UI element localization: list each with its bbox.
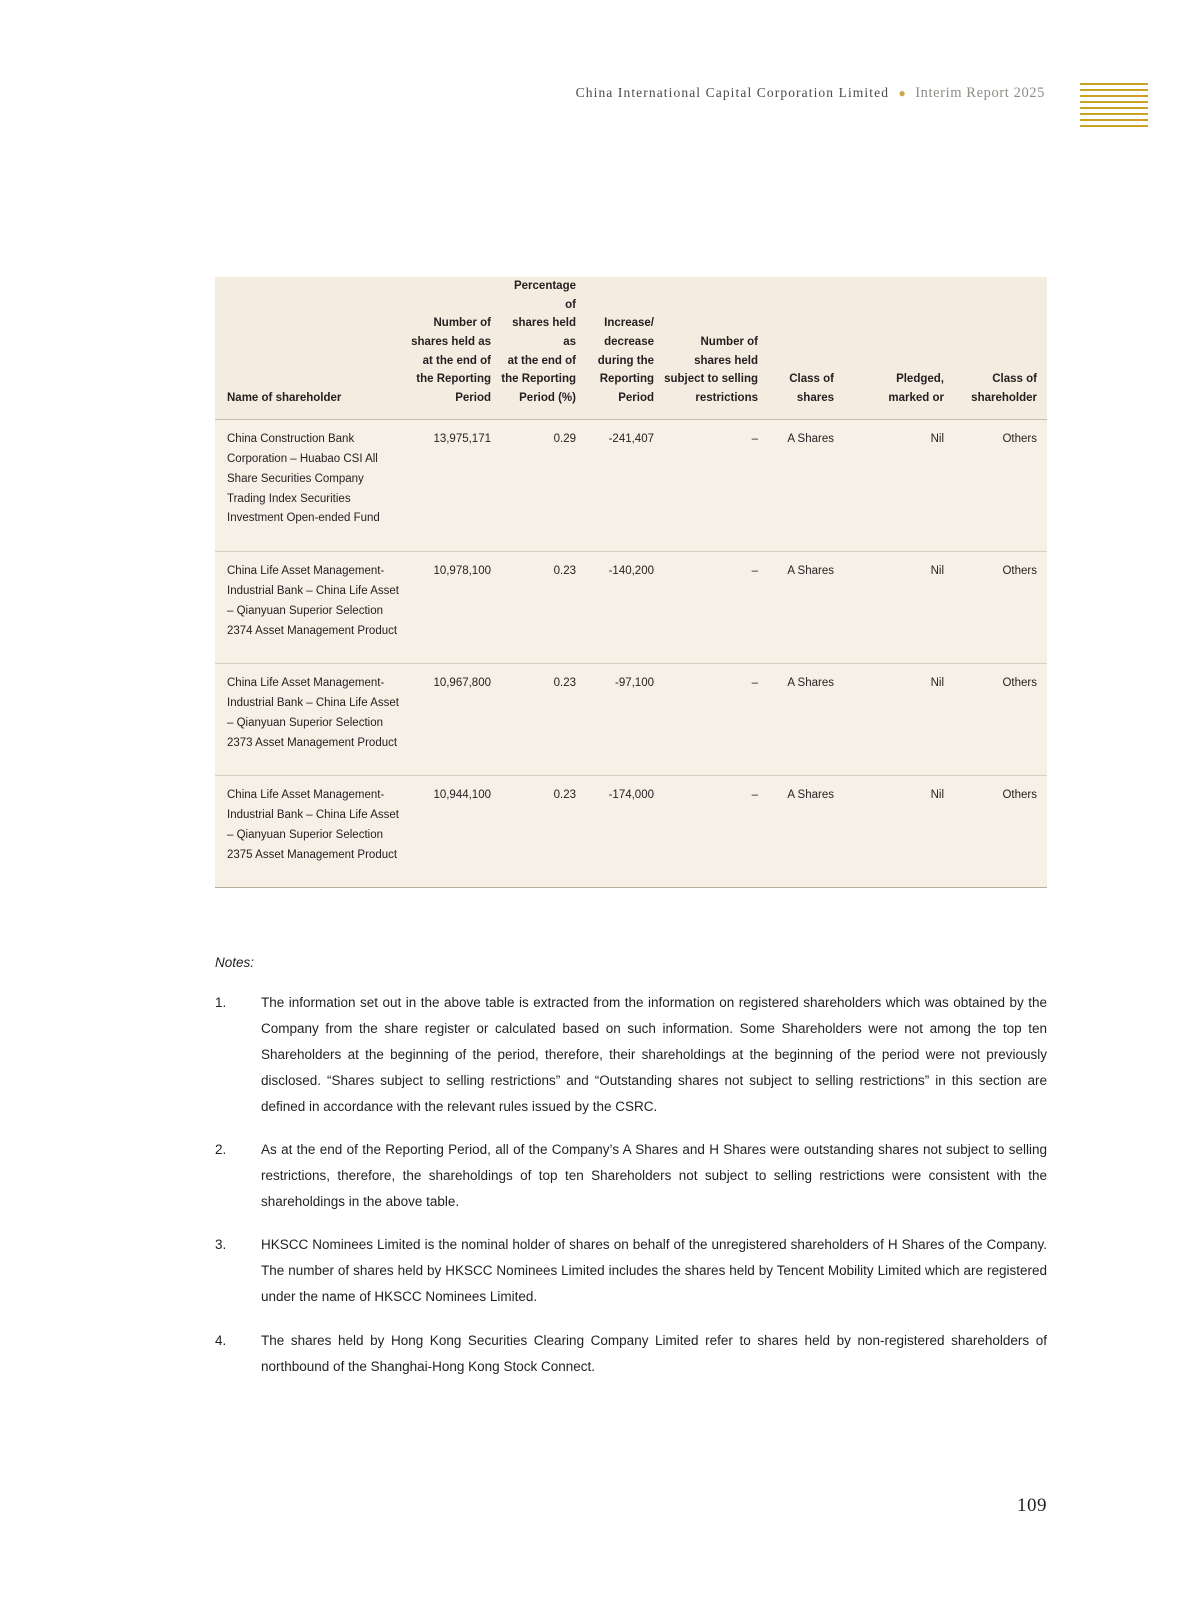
note-number: 3. — [215, 1237, 227, 1253]
shareholders-table — [215, 277, 1047, 887]
note-text: The information set out in the above table is extracted from the information on registered shareholders which was obtained by the Company from the share register or calculated based on such information. Some Shareholders were not among the top ten Shareholders at the beginning of the period, therefore, their shareholdings at the beginning of the period were not previously disclosed. “Shares subject to selling restrictions” and “Outstanding shares not subject to selling restrictions” in this section are defined in accordance with the relevant rules issued by the CSRC. — [261, 995, 1047, 1115]
cell-subject-restrictions: – — [664, 552, 768, 664]
cell-percentage: 0.23 — [501, 776, 586, 888]
notes-title: Notes: — [215, 955, 255, 970]
cell-increase-decrease: -174,000 — [586, 776, 664, 888]
cell-pledged: Nil — [844, 776, 954, 888]
note-item — [215, 990, 1047, 1120]
note-text: As at the end of the Reporting Period, all of the Company’s A Shares and H Shares were outstanding shares not subject to selling restrictions, therefore, the shareholdings of top ten Shareholders not subject to selling restrictions were consistent with the shareholdings in the above table. — [261, 1142, 1047, 1210]
note-number: 4. — [215, 1332, 227, 1348]
cell-subject-restrictions: – — [664, 420, 768, 552]
cell-percentage: 0.29 — [501, 420, 586, 552]
column-header-increase-decrease: Increase/ decrease during the Reporting Period — [586, 277, 664, 420]
note-text: HKSCC Nominees Limited is the nominal holder of shares on behalf of the unregistered shareholders of H Shares of the Company. The number of shares held by HKSCC Nominees Limited includes the shares held by Tencent Mobility Limited which are registered under the name of HKSCC Nominees Limited. — [261, 1237, 1047, 1305]
note-number: 1. — [215, 995, 227, 1010]
column-header-number-held: Number of shares held as at the end of the Reporting Period — [411, 277, 501, 420]
cell-shareholder-name: China Construction Bank Corporation – Huabao CSI All Share Securities Company Trading Index Securities Investment Open-ended Fund — [215, 420, 411, 552]
note-item — [215, 1328, 1047, 1380]
table-row — [215, 664, 1047, 776]
column-header-class-of-shares: Class of shares — [768, 277, 844, 420]
column-header-subject-to-restrictions: Number of shares held subject to selling restrictions — [664, 277, 768, 420]
cell-pledged: Nil — [844, 552, 954, 664]
column-header-percentage: Percentage of shares held as at the end of the Reporting Period (%) — [501, 277, 586, 420]
table-bottom-rule — [215, 887, 1047, 888]
table-header-row — [215, 277, 1047, 420]
header-company-name: China International Capital Corporation Limited — [575, 85, 890, 100]
column-header-name: Name of shareholder — [215, 277, 411, 420]
note-text: The shares held by Hong Kong Securities Clearing Company Limited refer to shares held by non-registered shareholders of northbound of the Shanghai-Hong Kong Stock Connect. — [261, 1332, 1047, 1374]
cell-class-of-shareholder: Others — [954, 776, 1047, 888]
cell-shareholder-name: China Life Asset Management-Industrial Bank – China Life Asset – Qianyuan Superior Selection 2374 Asset Management Product — [215, 552, 411, 664]
cell-number-held: 13,975,171 — [411, 420, 501, 552]
table-row — [215, 776, 1047, 888]
column-header-pledged: Pledged, marked or — [844, 277, 954, 420]
table-row — [215, 420, 1047, 552]
cell-pledged: Nil — [844, 664, 954, 776]
header-report-title: Interim Report 2025 — [915, 85, 1045, 101]
table-row — [215, 552, 1047, 664]
cell-subject-restrictions: – — [664, 664, 768, 776]
page-header — [0, 84, 1190, 108]
shareholders-table-container — [215, 277, 1047, 888]
header-separator-dot: ● — [898, 86, 906, 100]
cell-class-of-shares: A Shares — [768, 420, 844, 552]
cell-number-held: 10,978,100 — [411, 552, 501, 664]
note-item — [215, 1137, 1047, 1215]
table-body — [215, 420, 1047, 888]
cell-increase-decrease: -140,200 — [586, 552, 664, 664]
note-item — [215, 1232, 1047, 1310]
cell-subject-restrictions: – — [664, 776, 768, 888]
cell-class-of-shares: A Shares — [768, 664, 844, 776]
column-header-class-of-shareholder: Class of shareholder — [954, 277, 1047, 420]
table-header — [215, 277, 1047, 420]
header-decoration-lines — [1080, 83, 1148, 133]
cell-number-held: 10,944,100 — [411, 776, 501, 888]
cell-increase-decrease: -241,407 — [586, 420, 664, 552]
page-number: 109 — [1017, 1495, 1047, 1516]
cell-percentage: 0.23 — [501, 552, 586, 664]
note-number: 2. — [215, 1142, 227, 1158]
cell-number-held: 10,967,800 — [411, 664, 501, 776]
cell-class-of-shareholder: Others — [954, 664, 1047, 776]
cell-increase-decrease: -97,100 — [586, 664, 664, 776]
cell-class-of-shareholder: Others — [954, 552, 1047, 664]
cell-shareholder-name: China Life Asset Management-Industrial Bank – China Life Asset – Qianyuan Superior Selection 2373 Asset Management Product — [215, 664, 411, 776]
notes-section — [215, 955, 1047, 1397]
cell-class-of-shares: A Shares — [768, 776, 844, 888]
cell-class-of-shareholder: Others — [954, 420, 1047, 552]
cell-shareholder-name: China Life Asset Management-Industrial Bank – China Life Asset – Qianyuan Superior Selection 2375 Asset Management Product — [215, 776, 411, 888]
cell-pledged: Nil — [844, 420, 954, 552]
cell-class-of-shares: A Shares — [768, 552, 844, 664]
cell-percentage: 0.23 — [501, 664, 586, 776]
